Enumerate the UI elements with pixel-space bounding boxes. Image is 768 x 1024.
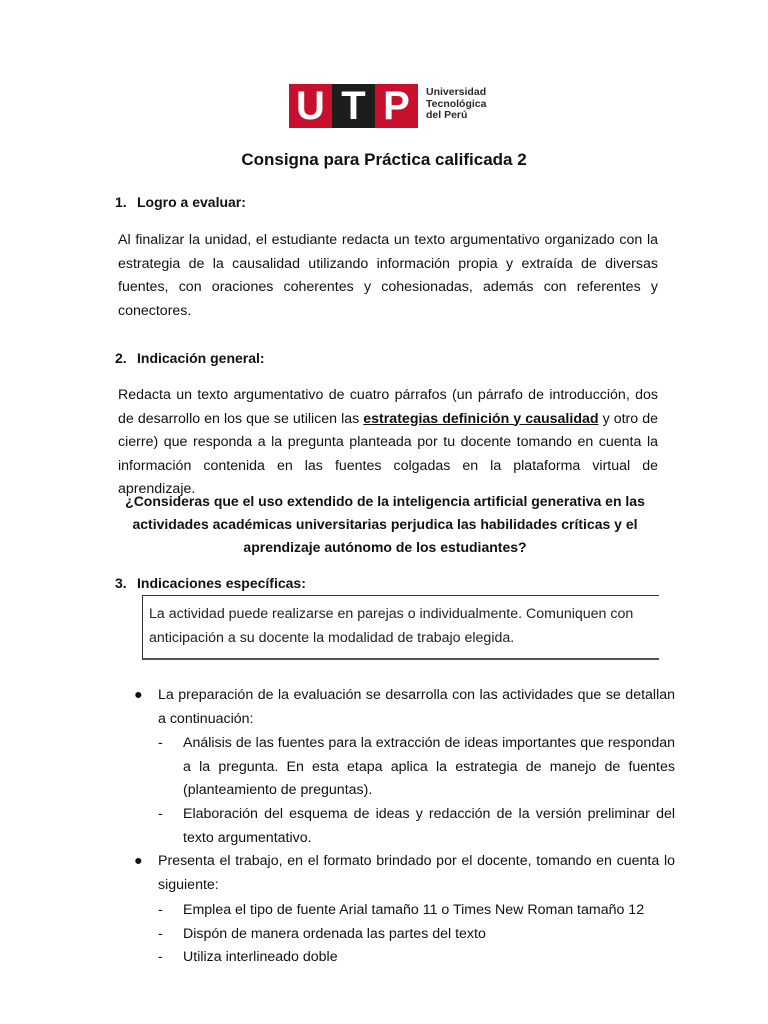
bullet-mark: ● xyxy=(134,853,143,869)
logo-letters xyxy=(289,84,418,128)
bullet-item-1 xyxy=(134,684,675,731)
dash-mark: - xyxy=(158,949,163,965)
dash-mark: - xyxy=(158,926,163,942)
bullet-item-2-text: Presenta el trabajo, en el formato brindado por el docente, tomando en cuenta lo siguiente: xyxy=(158,853,675,893)
sub-item-2-3 xyxy=(158,946,675,970)
logo-letter-p: P xyxy=(375,84,418,128)
sub-item-1-1 xyxy=(158,732,675,803)
sub-item-2-2 xyxy=(158,923,675,947)
section-2-text-before: Redacta un texto argumentativo de cuatro párrafos (un párrafo de introducción, dos de desarrollo en los que se utilicen las xyxy=(118,387,658,427)
logo-line-3: del Perú xyxy=(426,109,468,121)
section-1-number: 1. xyxy=(115,194,127,210)
sub-item-2-1 xyxy=(158,899,675,923)
section-1-title: Logro a evaluar: xyxy=(137,194,246,210)
logo-letter-u: U xyxy=(289,84,332,128)
bullet-item-2 xyxy=(134,850,675,897)
bullet-item-1-text: La preparación de la evaluación se desarrolla con las actividades que se detallan a continuación: xyxy=(158,687,675,727)
dash-mark: - xyxy=(158,902,163,918)
sub-item-2-1-text: Emplea el tipo de fuente Arial tamaño 11 o Times New Roman tamaño 12 xyxy=(183,902,645,918)
logo-letter-t: T xyxy=(332,84,375,128)
section-2-paragraph xyxy=(118,384,658,502)
sub-item-1-2 xyxy=(158,803,675,850)
section-3-number: 3. xyxy=(115,575,127,591)
sub-item-1-1-text: Análisis de las fuentes para la extracción de ideas importantes que respondan a la pregunta. En esta etapa aplica la estrategia de manejo de fuentes (planteamiento de preguntas). xyxy=(183,735,675,798)
section-2-title: Indicación general: xyxy=(137,350,265,366)
section-2-number: 2. xyxy=(115,350,127,366)
bullet-mark: ● xyxy=(134,687,143,703)
logo-line-1: Universidad xyxy=(426,86,487,98)
dash-mark: - xyxy=(158,806,163,822)
sub-item-2-2-text: Dispón de manera ordenada las partes del texto xyxy=(183,926,486,942)
logo-line-2: Tecnológica xyxy=(426,97,487,110)
note-box: La actividad puede realizarse en parejas o individualmente. Comuniquen con anticipación a su docente la modalidad de trabajo elegida. xyxy=(142,595,659,660)
utp-logo xyxy=(289,84,486,128)
sub-item-2-3-text: Utiliza interlineado doble xyxy=(183,949,338,965)
section-2-heading xyxy=(115,350,265,366)
section-1-heading xyxy=(115,194,246,210)
section-2-text-after: y otro de cierre) que responda a la pregunta planteada por tu docente tomando en cuenta la información contenida en las fuentes colgadas en la plataforma virtual de aprendizaje. xyxy=(118,410,658,497)
section-3-title: Indicaciones específicas: xyxy=(137,575,306,591)
section-1-paragraph: Al finalizar la unidad, el estudiante redacta un texto argumentativo organizado con la estrategia de la causalidad utilizando información propia y extraída de diversas fuentes, con oraciones coherentes y cohesionadas, además con referentes y conectores. xyxy=(118,232,658,319)
dash-mark: - xyxy=(158,735,163,751)
logo-wordmark xyxy=(426,84,486,122)
sub-item-1-2-text: Elaboración del esquema de ideas y redacción de la versión preliminar del texto argumentativo. xyxy=(183,806,675,846)
guiding-question: ¿Consideras que el uso extendido de la inteligencia artificial generativa en las actividades académicas universitarias perjudica las habilidades críticas y el aprendizaje autónomo de los estudiantes? xyxy=(125,493,645,555)
document-title: Consigna para Práctica calificada 2 xyxy=(241,150,527,169)
section-3-heading xyxy=(115,575,306,591)
section-2-emphasis: estrategias definición y causalidad xyxy=(363,410,599,427)
